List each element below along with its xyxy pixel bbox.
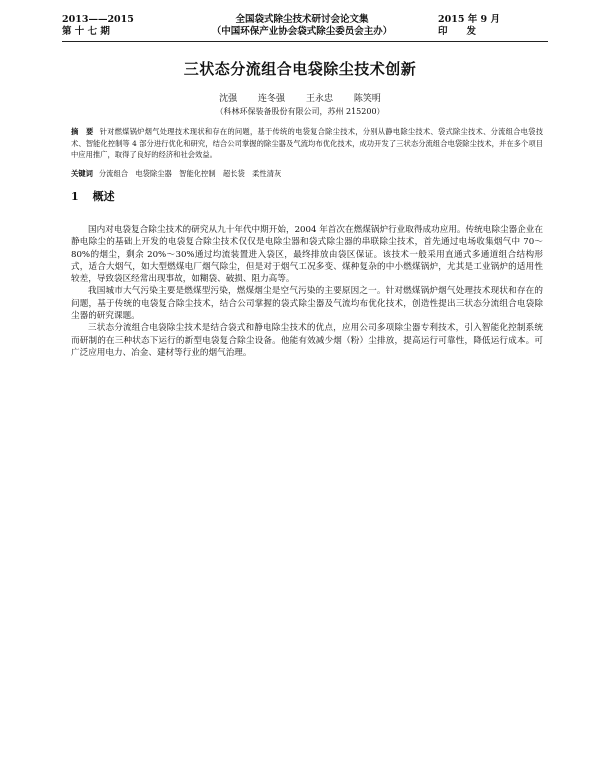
- body-text: [71, 224, 543, 359]
- header-print: 印 发: [438, 26, 477, 37]
- author-name: 沈强: [219, 94, 238, 104]
- author-name: 连冬强: [258, 94, 286, 104]
- author-name: 陈笑明: [353, 94, 381, 104]
- header-journal-sponsor: （中国环保产业协会袋式除尘委员会主办）: [211, 26, 393, 37]
- author-list: [0, 91, 600, 104]
- section-number: 1: [71, 190, 79, 203]
- header-divider: [62, 41, 548, 42]
- keywords: [71, 168, 543, 179]
- keywords-text: 分流组合 电袋除尘器 智能化控制 超长袋 柔性清灰: [98, 169, 282, 178]
- body-paragraph: 国内对电袋复合除尘技术的研究从九十年代中期开始，2004 年首次在燃煤锅炉行业取得成功应用。传统电除尘器企业在静电除尘的基础上开发的电袋复合除尘技术仅仅是电除尘器和袋式除尘器的串联除尘技术，首先通过电场收集烟气中 70～80%的烟尘，剩余 20%～30%通过均流装置进入袋区，最终排放由袋区保证。该技术一般采用直通式多通道组合结构形式，适合大烟气，如大型燃煤电厂烟气除尘，但是对于烟气工况多变、煤种复杂的中小燃煤锅炉，尤其是工业锅炉的适用性较差，导致袋区经常出现事故，如糊袋、破损、阻力高等。: [71, 225, 543, 285]
- header-period: [62, 14, 134, 38]
- header-journal: [177, 14, 427, 38]
- paper-title: 三状态分流组合电袋除尘技术创新: [183, 60, 417, 78]
- abstract: [71, 126, 543, 161]
- header-journal-title: 全国袋式除尘技术研讨会论文集: [235, 14, 369, 25]
- header-issue: 第 十 七 期: [62, 26, 110, 37]
- author-name: 王永忠: [305, 94, 333, 104]
- author-affiliation: （科林环保装备股份有限公司，苏州 215200）: [215, 107, 385, 116]
- running-header: [62, 14, 548, 44]
- header-date: 2015 年 9 月: [438, 14, 500, 25]
- section-heading: [71, 188, 115, 204]
- body-paragraph: 三状态分流组合电袋除尘技术是结合袋式和静电除尘技术的优点，应用公司多项除尘器专利技术，引入智能化控制系统而研制的在三种状态下运行的新型电袋复合除尘设备。他能有效减少烟（粉）尘排放，提高运行可靠性，降低运行成本。可广泛应用电力、冶金、建材等行业的烟气治理。: [71, 323, 543, 358]
- header-years: 2013——2015: [62, 14, 134, 25]
- body-paragraph: 我国城市大气污染主要是燃煤型污染，燃煤烟尘是空气污染的主要原因之一。针对燃煤锅炉烟气处理技术现状和存在的问题，基于传统的电袋复合除尘技术，结合公司掌握的袋式除尘器及气流均布优化技术，创造性提出三状态分流组合电袋除尘器的研究课题。: [71, 286, 543, 322]
- abstract-label: 摘 要: [71, 127, 94, 136]
- keywords-label: 关键词: [71, 169, 93, 178]
- abstract-text: 针对燃煤锅炉烟气处理技术现状和存在的问题，基于传统的电袋复合除尘技术，分别从静电除尘技术、袋式除尘技术、分流组合电袋技术、智能化控制等 4 部分进行优化和研究，结合公司掌握的除尘器及气流均布优化技术，成功开发了三状态分流组合电袋除尘技术，并在多个项目中应用推广，取得了良好的经济和社会效益。: [71, 127, 543, 159]
- section-title: 概述: [92, 190, 115, 203]
